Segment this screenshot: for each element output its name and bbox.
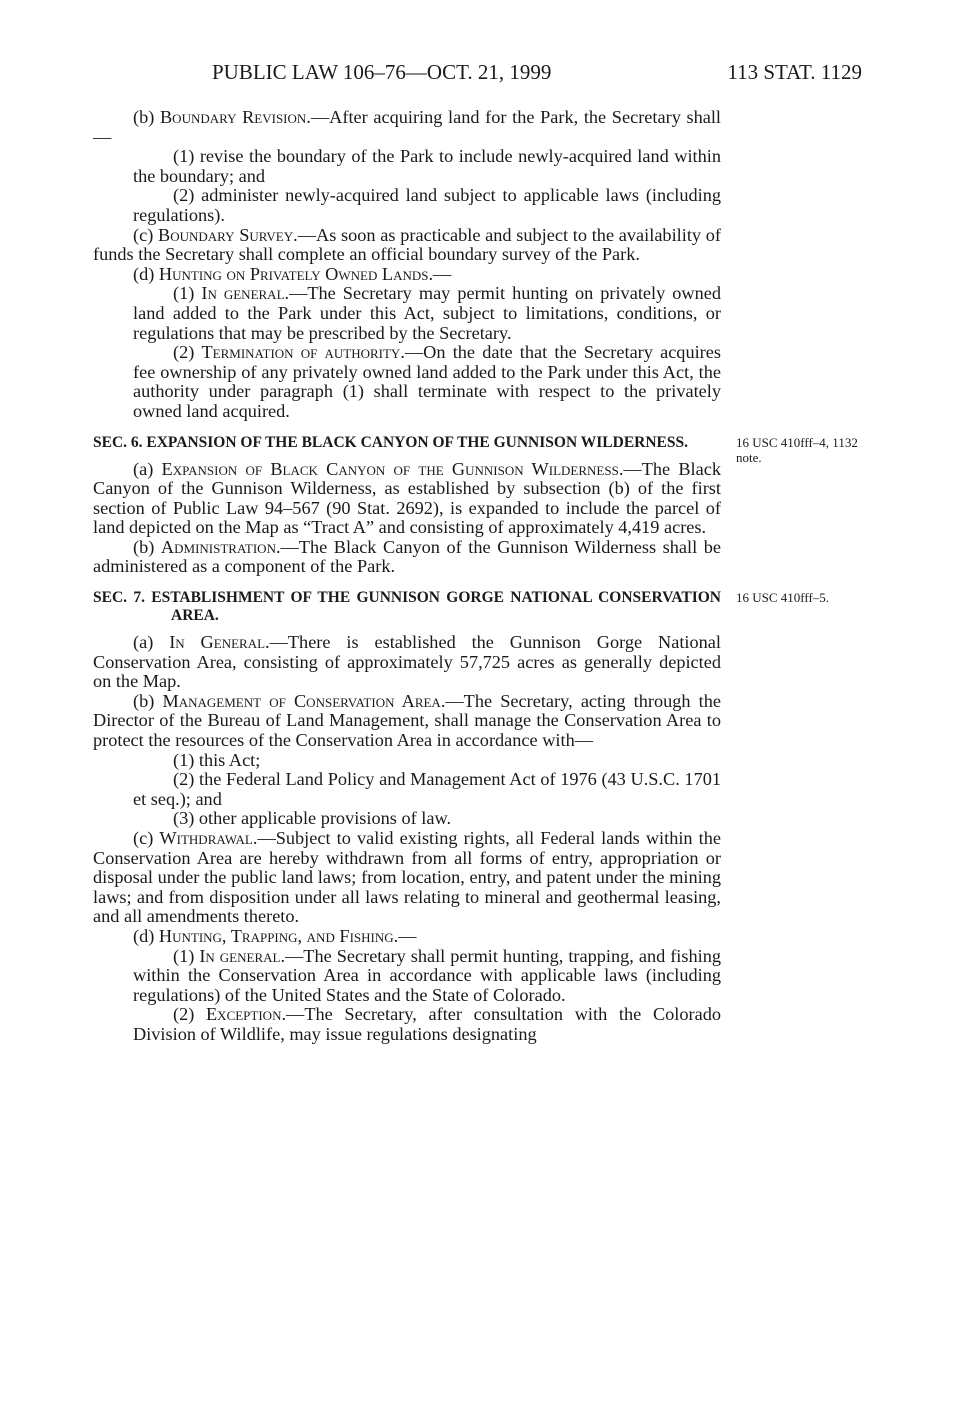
paragraph-this-act: (1) this Act; (173, 749, 261, 770)
subsection-heading: Boundary Survey (158, 224, 294, 245)
subsection-heading: Management of Conservation Area (162, 690, 441, 711)
subsection-heading: Withdrawal (159, 828, 253, 848)
label: (2) (173, 1004, 195, 1025)
label: (a) (133, 632, 154, 653)
paragraph-sec7-in-general (93, 633, 721, 692)
label: (b) (133, 536, 155, 557)
paragraph-text: .—After acquiring land for the Park, the Secretary shall— (93, 107, 722, 147)
paragraph-sec7-hunting-general (93, 947, 721, 1006)
paragraph-text: .—Subject to valid existing rights, all Federal lands within the Conservation Area are hereby withdrawn from all forms of entry, appropriation or disposal under the public land laws; from location, entry, and patent under the mining laws; and from disposition under all laws relating to mineral and geothermal leasing, and all amendments thereto. (93, 828, 721, 927)
section-7-title: SEC. 7. ESTABLISHMENT OF THE GUNNISON GORGE NATIONAL CONSERVATION AREA. (93, 589, 721, 625)
header-stat-page: 113 STAT. 1129 (727, 60, 862, 84)
subsection-heading: Boundary Revision (159, 107, 307, 127)
label: (c) (133, 224, 154, 245)
paragraph-flpma: (2) the Federal Land Policy and Management Act of 1976 (43 U.S.C. 1701 et seq.); and (133, 769, 721, 809)
subsection-heading: In general (201, 283, 285, 304)
subsection-heading: In general (199, 945, 281, 966)
paragraph-administer-land: (2) administer newly-acquired land subject to applicable laws (including regulations). (133, 185, 721, 225)
paragraph-text: .—The Secretary may permit hunting on privately owned land added to the Park under this Act, subject to limitations, conditions, or regulations that may be prescribed by the Secretary. (133, 283, 721, 343)
label: (2) (173, 342, 195, 363)
subsection-heading: Termination of authority (201, 342, 401, 363)
document-body (93, 107, 858, 1045)
header-law-date: PUBLIC LAW 106–76—OCT. 21, 1999 (212, 60, 552, 84)
section-6-margin-note: 16 USC 410fff–4, 1132 note. (736, 434, 858, 465)
paragraph-boundary-revision (93, 108, 721, 147)
paragraph-text: .— (428, 263, 452, 284)
paragraph-sec7-hunting (93, 927, 721, 947)
paragraph-sec7-exception (93, 1005, 721, 1044)
paragraph-text: .—The Secretary, acting through the Director of the Bureau of Land Management, shall manage the Conservation Area to protect the resources of the Conservation Area in accordance with— (93, 690, 721, 751)
paragraph-text: .—The Black Canyon of the Gunnison Wilderness, as established by subsection (b) of the first section of Public Law 94–567 (90 Stat. 2692), is expanded to include the parcel of land depicted on the Map as “Tract A” and consisting of approximately 4,419 acres. (93, 458, 721, 538)
label: (1) (173, 945, 195, 966)
subsection-heading: Hunting on Privately Owned Lands (158, 263, 429, 284)
section-7-margin-note: 16 USC 410fff–5. (736, 590, 830, 606)
paragraph-text: .—The Secretary, after consultation with the Colorado Division of Wildlife, may issue regulations designating (133, 1004, 721, 1044)
paragraph-text: .—The Secretary shall permit hunting, trapping, and fishing within the Conservation Area in accordance with applicable laws (including regulations) of the United States and the State of Colorado. (133, 945, 721, 1005)
label: (1) (173, 283, 195, 304)
paragraph-other-law: (3) other applicable provisions of law. (173, 808, 452, 829)
paragraph-boundary-survey (93, 226, 721, 265)
subsection-heading: In General (169, 632, 266, 653)
subsection-heading: Expansion of Black Canyon of the Gunnison Wilderness (161, 458, 619, 479)
paragraph-sec7-withdrawal (93, 829, 721, 927)
subsection-heading: Administration (160, 536, 276, 557)
label: (b) (133, 690, 155, 711)
label: (d) (133, 263, 155, 284)
paragraph-text: .— (393, 925, 417, 946)
paragraph-hunting-in-general (93, 284, 721, 343)
paragraph-sec7-management (93, 692, 721, 751)
paragraph-text: .—There is established the Gunnison Gorge National Conservation Area, consisting of approximately 57,725 acres as generally depicted on the Map. (93, 632, 721, 692)
paragraph-sec6-administration (93, 538, 721, 577)
label: (d) (133, 925, 155, 946)
label: (a) (133, 458, 154, 479)
paragraph-revise-boundary: (1) revise the boundary of the Park to include newly-acquired land within the boundary; and (133, 146, 721, 186)
subsection-heading: Hunting, Trapping, and Fishing (158, 925, 394, 946)
paragraph-text: .—The Black Canyon of the Gunnison Wilderness shall be administered as a component of the Park. (93, 536, 722, 577)
section-6-title: SEC. 6. EXPANSION OF THE BLACK CANYON OF THE GUNNISON WILDERNESS. (93, 433, 688, 451)
paragraph-sec6-expansion (93, 460, 721, 538)
paragraph-text: .—On the date that the Secretary acquires fee ownership of any privately owned land added to the Park under this Act, the authority under paragraph (1) shall terminate with respect to the privately owned land acquired. (133, 342, 721, 421)
label: (c) (133, 828, 154, 848)
subsection-heading: Exception (206, 1004, 282, 1025)
section-7-heading (93, 589, 830, 625)
paragraph-termination-authority (93, 343, 721, 421)
section-6-heading (93, 433, 858, 465)
paragraph-text: .—As soon as practicable and subject to the availability of funds the Secretary shall complete an official boundary survey of the Park. (93, 224, 721, 265)
label: (b) (133, 107, 155, 127)
paragraph-hunting-private-lands (93, 265, 721, 285)
page-header (212, 60, 862, 88)
